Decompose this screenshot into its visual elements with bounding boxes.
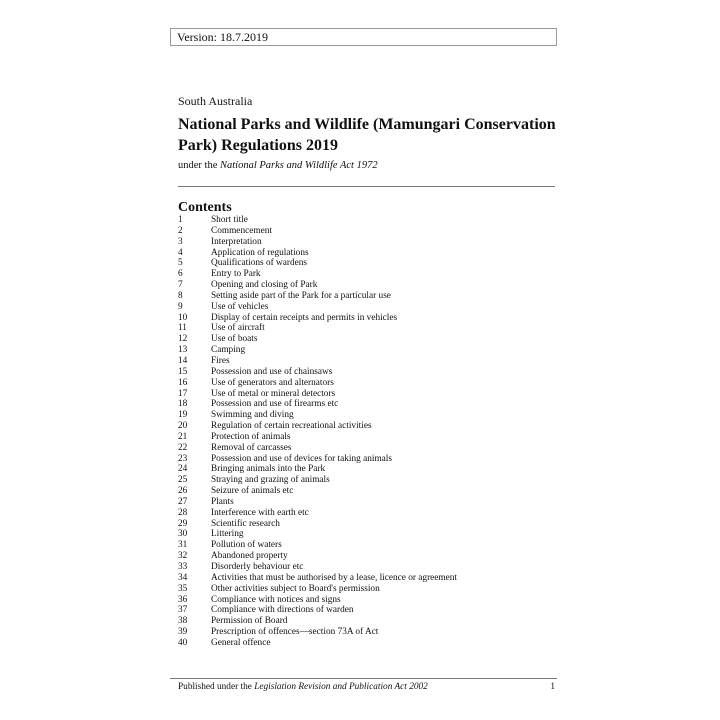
toc-item-title: General offence xyxy=(211,637,271,648)
toc-item-title: Regulation of certain recreational activities xyxy=(211,421,372,432)
toc-item[interactable] xyxy=(178,323,558,334)
toc-item-number: 29 xyxy=(178,518,188,529)
toc-item[interactable] xyxy=(178,475,558,486)
toc-item[interactable] xyxy=(178,519,558,530)
toc-item[interactable] xyxy=(178,605,558,616)
toc-item-number: 34 xyxy=(178,572,188,583)
version-header xyxy=(170,28,557,46)
toc-item-title: Pollution of waters xyxy=(211,540,282,551)
toc-item-title: Plants xyxy=(211,496,234,507)
toc-item[interactable] xyxy=(178,302,558,313)
toc-item-number: 36 xyxy=(178,594,188,605)
toc-item[interactable] xyxy=(178,497,558,508)
toc-item-title: Disorderly behaviour etc xyxy=(211,562,304,572)
toc-item-title: Application of regulations xyxy=(211,247,309,258)
toc-item-number: 19 xyxy=(178,410,188,421)
toc-item-number: 39 xyxy=(178,627,188,638)
table-of-contents xyxy=(178,215,558,649)
footer-prefix: Published under the xyxy=(178,682,255,692)
enabling-act-prefix: under the xyxy=(178,160,220,171)
toc-item-number: 40 xyxy=(178,637,188,648)
toc-item-title: Bringing animals into the Park xyxy=(211,464,326,475)
toc-item[interactable] xyxy=(178,508,558,519)
toc-item-number: 27 xyxy=(178,496,188,507)
toc-item[interactable] xyxy=(178,464,558,475)
toc-item-title: Compliance with directions of warden xyxy=(211,605,354,616)
toc-item[interactable] xyxy=(178,367,558,378)
toc-item-number: 5 xyxy=(178,258,183,269)
toc-item-number: 3 xyxy=(178,236,183,247)
toc-item-number: 22 xyxy=(178,442,188,453)
toc-item-title: Straying and grazing of animals xyxy=(211,475,330,486)
toc-item-number: 31 xyxy=(178,540,188,551)
toc-item-number: 9 xyxy=(178,301,183,312)
toc-item[interactable] xyxy=(178,540,558,551)
toc-item-title: Short title xyxy=(211,215,248,225)
toc-item[interactable] xyxy=(178,486,558,497)
toc-item-title: Permission of Board xyxy=(211,616,288,627)
page-footer xyxy=(178,682,555,692)
toc-item-title: Possession and use of firearms etc xyxy=(211,399,339,410)
toc-item-title: Use of boats xyxy=(211,334,258,345)
toc-item-title: Other activities subject to Board's permission xyxy=(211,583,380,594)
toc-item-title: Activities that must be authorised by a lease, licence or agreement xyxy=(211,572,458,583)
toc-item-title: Littering xyxy=(211,529,244,540)
toc-item[interactable] xyxy=(178,258,558,269)
footer-rule xyxy=(170,678,557,679)
toc-item[interactable] xyxy=(178,432,558,443)
toc-item[interactable] xyxy=(178,573,558,584)
toc-item[interactable] xyxy=(178,356,558,367)
toc-item[interactable] xyxy=(178,584,558,595)
toc-item[interactable] xyxy=(178,551,558,562)
toc-item[interactable] xyxy=(178,595,558,606)
toc-item-title: Camping xyxy=(211,345,246,356)
toc-item[interactable] xyxy=(178,399,558,410)
enabling-act-name: National Parks and Wildlife Act 1972 xyxy=(220,160,378,171)
toc-item[interactable] xyxy=(178,410,558,421)
toc-item-title: Scientific research xyxy=(211,518,280,529)
toc-item-title: Compliance with notices and signs xyxy=(211,594,341,605)
toc-item[interactable] xyxy=(178,638,558,649)
toc-item-title: Prescription of offences—section 73A of Act xyxy=(211,627,379,638)
toc-item-number: 16 xyxy=(178,377,188,388)
toc-item[interactable] xyxy=(178,562,558,573)
footer-publication xyxy=(178,682,428,692)
toc-item-number: 4 xyxy=(178,247,183,258)
toc-item-title: Use of aircraft xyxy=(211,323,265,334)
toc-item-title: Seizure of animals etc xyxy=(211,486,294,497)
toc-item-title: Abandoned property xyxy=(211,551,288,562)
toc-item-title: Entry to Park xyxy=(211,269,261,280)
toc-item-title: Commencement xyxy=(211,225,272,236)
toc-item-number: 10 xyxy=(178,312,188,323)
page-number: 1 xyxy=(550,682,555,692)
toc-item-number: 30 xyxy=(178,529,188,540)
version-label: Version: 18.7.2019 xyxy=(177,30,268,44)
contents-heading: Contents xyxy=(178,200,232,215)
toc-item-number: 21 xyxy=(178,431,188,442)
toc-item-number: 7 xyxy=(178,280,183,291)
toc-item[interactable] xyxy=(178,443,558,454)
toc-item[interactable] xyxy=(178,627,558,638)
toc-item-title: Fires xyxy=(211,355,230,366)
toc-item-number: 26 xyxy=(178,486,188,497)
toc-item-title: Protection of animals xyxy=(211,431,291,442)
toc-item[interactable] xyxy=(178,237,558,248)
toc-item-number: 28 xyxy=(178,507,188,518)
toc-item-number: 38 xyxy=(178,616,188,627)
toc-item-number: 24 xyxy=(178,464,188,475)
jurisdiction: South Australia xyxy=(178,94,253,108)
toc-item[interactable] xyxy=(178,378,558,389)
toc-item-title: Interpretation xyxy=(211,236,262,247)
toc-item-title: Use of vehicles xyxy=(211,301,269,312)
toc-item[interactable] xyxy=(178,269,558,280)
toc-item-title: Swimming and diving xyxy=(211,410,294,421)
toc-item-title: Opening and closing of Park xyxy=(211,280,318,291)
toc-item[interactable] xyxy=(178,616,558,627)
toc-item-number: 12 xyxy=(178,334,188,345)
toc-item[interactable] xyxy=(178,421,558,432)
header-rule xyxy=(178,186,555,187)
toc-item[interactable] xyxy=(178,280,558,291)
toc-item[interactable] xyxy=(178,454,558,465)
toc-item-number: 20 xyxy=(178,421,188,432)
toc-item-number: 13 xyxy=(178,345,188,356)
document-title: National Parks and Wildlife (Mamungari Conservation Park) Regulations 2019 xyxy=(178,116,556,154)
toc-item-title: Display of certain receipts and permits in vehicles xyxy=(211,312,398,323)
toc-item-number: 15 xyxy=(178,366,188,377)
toc-item-number: 17 xyxy=(178,388,188,399)
footer-act-name: Legislation Revision and Publication Act 2002 xyxy=(254,682,428,692)
toc-item-title: Possession and use of chainsaws xyxy=(211,366,333,377)
toc-item-title: Use of generators and alternators xyxy=(211,377,334,388)
toc-item-number: 37 xyxy=(178,605,188,616)
toc-item-title: Removal of carcasses xyxy=(211,442,292,453)
toc-item[interactable] xyxy=(178,291,558,302)
toc-item[interactable] xyxy=(178,313,558,324)
toc-item[interactable] xyxy=(178,529,558,540)
toc-item[interactable] xyxy=(178,215,558,226)
enabling-act-line xyxy=(178,160,378,171)
toc-item-title: Possession and use of devices for taking animals xyxy=(211,453,392,464)
toc-item-number: 35 xyxy=(178,583,188,594)
toc-item-number: 11 xyxy=(178,323,187,334)
toc-item[interactable] xyxy=(178,345,558,356)
toc-item[interactable] xyxy=(178,226,558,237)
toc-item-title: Qualifications of wardens xyxy=(211,258,308,269)
toc-item-number: 2 xyxy=(178,225,183,236)
toc-item-number: 1 xyxy=(178,215,183,225)
toc-item-number: 25 xyxy=(178,475,188,486)
toc-item-number: 6 xyxy=(178,269,183,280)
toc-item[interactable] xyxy=(178,389,558,400)
toc-item-number: 18 xyxy=(178,399,188,410)
toc-item-title: Use of metal or mineral detectors xyxy=(211,388,336,399)
toc-item-title: Interference with earth etc xyxy=(211,507,309,518)
toc-item-title: Setting aside part of the Park for a particular use xyxy=(211,290,391,301)
toc-item-number: 33 xyxy=(178,562,188,572)
toc-item-number: 23 xyxy=(178,453,188,464)
toc-item[interactable] xyxy=(178,248,558,259)
toc-item-number: 14 xyxy=(178,355,188,366)
toc-item-number: 32 xyxy=(178,551,188,562)
toc-item[interactable] xyxy=(178,334,558,345)
toc-item-number: 8 xyxy=(178,290,183,301)
